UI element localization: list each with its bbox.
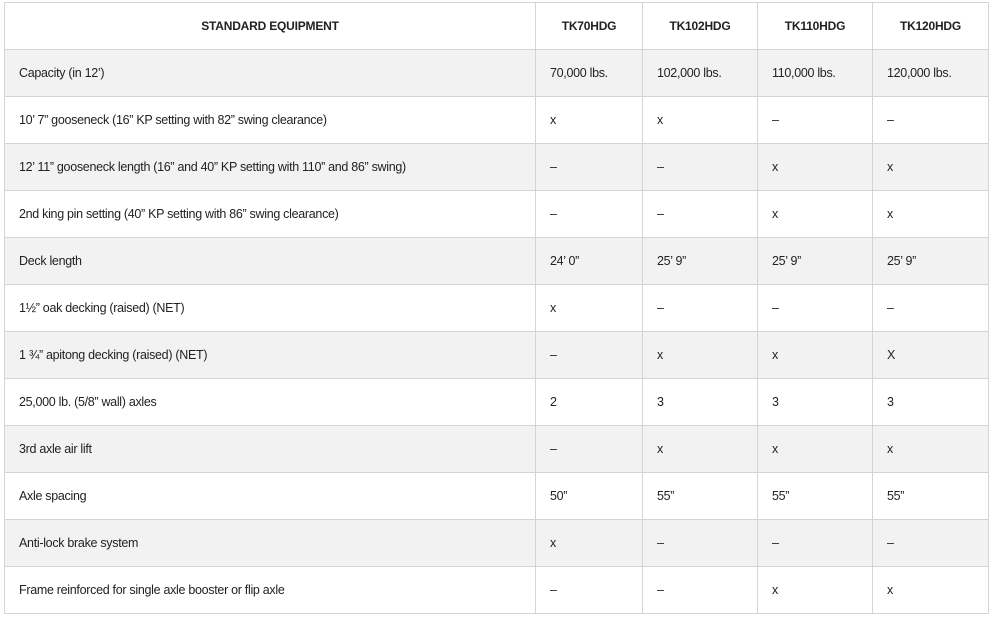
tk120hdg-cell: – (873, 520, 989, 567)
tk110hdg-cell: 110,000 lbs. (758, 50, 873, 97)
header-standard-equipment: STANDARD EQUIPMENT (5, 3, 536, 50)
tk110hdg-cell: – (758, 285, 873, 332)
header-tk110hdg: TK110HDG (758, 3, 873, 50)
table-row (5, 567, 989, 614)
table-row (5, 332, 989, 379)
tk102hdg-cell: – (643, 191, 758, 238)
tk102hdg-cell: 25’ 9” (643, 238, 758, 285)
tk120hdg-cell: 120,000 lbs. (873, 50, 989, 97)
tk70hdg-cell: x (536, 97, 643, 144)
tk120hdg-cell: 3 (873, 379, 989, 426)
tk102hdg-cell: – (643, 520, 758, 567)
table-header (5, 3, 989, 50)
tk120hdg-cell: x (873, 144, 989, 191)
tk102hdg-cell: x (643, 426, 758, 473)
tk120hdg-cell: 25’ 9” (873, 238, 989, 285)
header-tk70hdg: TK70HDG (536, 3, 643, 50)
feature-cell: 2nd king pin setting (40” KP setting with 86” swing clearance) (5, 191, 536, 238)
tk110hdg-cell: – (758, 520, 873, 567)
feature-cell: 1½” oak decking (raised) (NET) (5, 285, 536, 332)
header-tk120hdg: TK120HDG (873, 3, 989, 50)
feature-cell: 3rd axle air lift (5, 426, 536, 473)
tk70hdg-cell: – (536, 332, 643, 379)
tk102hdg-cell: x (643, 97, 758, 144)
table-row (5, 97, 989, 144)
tk120hdg-cell: x (873, 191, 989, 238)
tk110hdg-cell: 25’ 9” (758, 238, 873, 285)
tk102hdg-cell: – (643, 285, 758, 332)
tk120hdg-cell: 55” (873, 473, 989, 520)
tk102hdg-cell: – (643, 144, 758, 191)
tk70hdg-cell: – (536, 144, 643, 191)
tk70hdg-cell: – (536, 191, 643, 238)
table-row (5, 285, 989, 332)
table-row (5, 473, 989, 520)
table-row (5, 191, 989, 238)
tk110hdg-cell: x (758, 567, 873, 614)
tk70hdg-cell: 2 (536, 379, 643, 426)
tk120hdg-cell: X (873, 332, 989, 379)
feature-cell: Deck length (5, 238, 536, 285)
header-tk102hdg: TK102HDG (643, 3, 758, 50)
tk110hdg-cell: x (758, 332, 873, 379)
tk120hdg-cell: x (873, 426, 989, 473)
tk120hdg-cell: – (873, 285, 989, 332)
tk102hdg-cell: – (643, 567, 758, 614)
tk70hdg-cell: x (536, 520, 643, 567)
tk70hdg-cell: – (536, 567, 643, 614)
feature-cell: 25,000 lb. (5/8” wall) axles (5, 379, 536, 426)
tk110hdg-cell: – (758, 97, 873, 144)
feature-cell: 1 ¾” apitong decking (raised) (NET) (5, 332, 536, 379)
tk70hdg-cell: 24’ 0” (536, 238, 643, 285)
table-row (5, 520, 989, 567)
feature-cell: Frame reinforced for single axle booster or flip axle (5, 567, 536, 614)
tk102hdg-cell: 3 (643, 379, 758, 426)
tk110hdg-cell: x (758, 426, 873, 473)
tk102hdg-cell: 55” (643, 473, 758, 520)
feature-cell: Anti-lock brake system (5, 520, 536, 567)
table-row (5, 50, 989, 97)
tk102hdg-cell: 102,000 lbs. (643, 50, 758, 97)
tk70hdg-cell: 50” (536, 473, 643, 520)
tk110hdg-cell: x (758, 191, 873, 238)
tk110hdg-cell: x (758, 144, 873, 191)
tk120hdg-cell: – (873, 97, 989, 144)
tk120hdg-cell: x (873, 567, 989, 614)
feature-cell: 12’ 11” gooseneck length (16” and 40” KP setting with 110” and 86” swing) (5, 144, 536, 191)
table-row (5, 426, 989, 473)
feature-cell: Capacity (in 12’) (5, 50, 536, 97)
tk70hdg-cell: – (536, 426, 643, 473)
tk110hdg-cell: 55” (758, 473, 873, 520)
header-row (5, 3, 989, 50)
table-row (5, 379, 989, 426)
tk70hdg-cell: 70,000 lbs. (536, 50, 643, 97)
feature-cell: 10’ 7” gooseneck (16” KP setting with 82” swing clearance) (5, 97, 536, 144)
tk110hdg-cell: 3 (758, 379, 873, 426)
table-body (5, 50, 989, 614)
tk70hdg-cell: x (536, 285, 643, 332)
equipment-table-container (4, 2, 989, 614)
feature-cell: Axle spacing (5, 473, 536, 520)
tk102hdg-cell: x (643, 332, 758, 379)
table-row (5, 144, 989, 191)
standard-equipment-table (4, 2, 989, 614)
table-row (5, 238, 989, 285)
